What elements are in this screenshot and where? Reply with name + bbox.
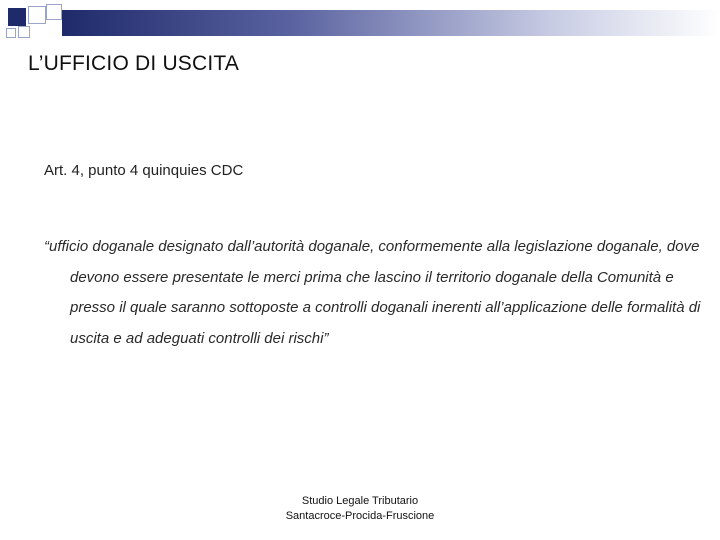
- definition-quote: “ufficio doganale designato dall’autorità doganale, conformemente alla legislazione doganale, dove devono essere presentate le merci prima che lascino il territorio doganale della Comunità e presso il quale saranno sottoposte a controlli doganali inerenti all’applicazione delle formalità di uscita e ad adeguati controlli dei rischi”: [44, 238, 701, 347]
- header-gradient-bar: [62, 10, 720, 36]
- decorative-square: [8, 8, 26, 26]
- decorative-square: [18, 26, 30, 38]
- decorative-square: [6, 28, 16, 38]
- footer-line-1: Studio Legale Tributario: [301, 495, 419, 507]
- decorative-square: [46, 4, 62, 20]
- slide-footer: [240, 494, 480, 524]
- slide-subtitle: Art. 4, punto 4 quinquies CDC: [44, 162, 244, 179]
- decorative-square: [28, 6, 46, 24]
- footer-line-2: Santacroce-Procida-Fruscione: [285, 510, 435, 522]
- slide-title: L’UFFICIO DI USCITA: [28, 52, 240, 75]
